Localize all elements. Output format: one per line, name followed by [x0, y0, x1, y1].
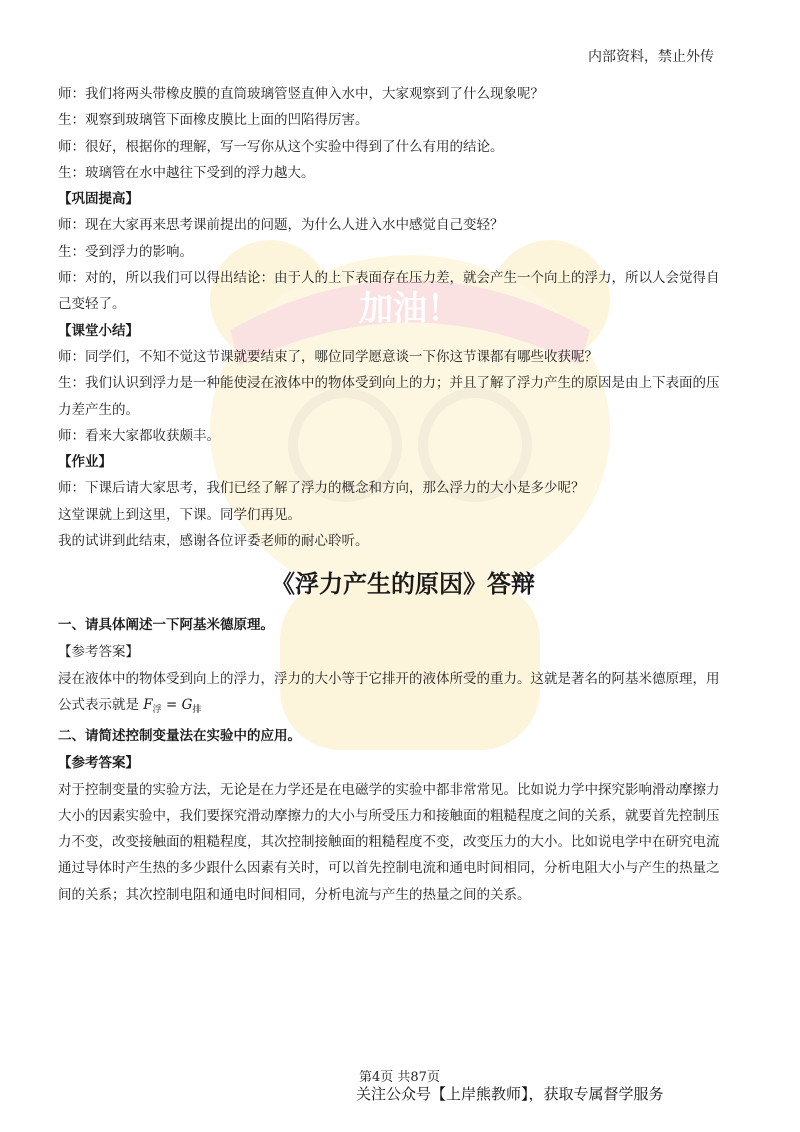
- section-heading-homework: 【作业】: [58, 454, 112, 471]
- dialogue-line: 师：对的，所以我们可以得出结论：由于人的上下表面存在压力差，就会产生一个向上的浮力，所以人会觉得自: [58, 270, 720, 287]
- dialogue-line: 师：我们将两头带橡皮膜的直筒玻璃管竖直伸入水中，大家观察到了什么现象呢？: [58, 86, 544, 102]
- answer-label-2: 【参考答案】: [58, 755, 139, 772]
- dialogue-line: 师：很好，根据你的理解，写一写你从这个实验中得到了什么有用的结论。: [58, 138, 504, 155]
- dialogue-line: 师：下课后请大家思考，我们已经了解了浮力的概念和方向，那么浮力的大小是多少呢？: [58, 480, 585, 497]
- dialogue-line: 师：看来大家都收获颇丰。: [58, 427, 220, 444]
- formula-equals: =: [161, 696, 182, 713]
- page-number: 第4页 共87页: [359, 1070, 440, 1085]
- dialogue-line: 生：我们认识到浮力是一种能使浸在液体中的物体受到向上的力；并且了解了浮力产生的原因是由上下表面的压: [58, 375, 720, 392]
- question-2: 二、请简述控制变量法在实验中的应用。: [58, 728, 301, 745]
- section-heading-consolidate: 【巩固提高】: [58, 191, 139, 208]
- answer-2-line: 对于控制变量的实验方法，无论是在力学还是在电磁学的实验中都非常常见。比如说力学中探究影响滑动摩擦力: [58, 781, 720, 798]
- answer-2-line: 大小的因素实验中，我们要探究滑动摩擦力的大小与所受压力和接触面的粗糙程度之间的关系，就要首先控制压: [58, 807, 720, 824]
- dialogue-line: 师：现在大家再来思考课前提出的问题，为什么人进入水中感觉自己变轻？: [58, 217, 504, 234]
- footer-notice: 关注公众号【上岸熊教师】，获取专属督学服务: [356, 1085, 664, 1103]
- qa-title: 《浮力产生的原因》答辩: [271, 570, 535, 599]
- formula-f: F: [143, 696, 153, 713]
- dialogue-line: 己变轻了。: [58, 296, 126, 313]
- answer-1-formula-line: [58, 692, 748, 723]
- answer-2-line: 间的关系；其次控制电阻和通电时间相同，分析电流与产生的热量之间的关系。: [58, 886, 531, 903]
- answer-1-line: 浸在液体中的物体受到向上的浮力，浮力的大小等于它排开的液体所受的重力。这就是著名的阿基米德原理，用: [58, 670, 720, 687]
- formula-sub-float: 浮: [152, 704, 162, 715]
- question-1: 一、请具体阐述一下阿基米德原理。: [58, 617, 274, 634]
- dialogue-line: 师：同学们，不知不觉这节课就要结束了，哪位同学愿意谈一下你这节课都有哪些收获呢？: [58, 348, 598, 365]
- buoyancy-formula: [143, 697, 201, 713]
- answer-2-line: 通过导体时产生热的多少跟什么因素有关时，可以首先控制电流和通电时间相同，分析电阻大小与产生的热量之: [58, 860, 720, 877]
- dialogue-line: 生：受到浮力的影响。: [58, 243, 193, 260]
- formula-sub-displaced: 排: [192, 704, 202, 715]
- header-notice: 内部资料，禁止外传: [588, 49, 714, 65]
- dialogue-line: 我的试讲到此结束，感谢各位评委老师的耐心聆听。: [58, 533, 369, 550]
- dialogue-line: 力差产生的。: [58, 401, 139, 418]
- formula-g: G: [181, 696, 193, 713]
- answer-label-1: 【参考答案】: [58, 644, 139, 661]
- watermark-badge-text: 加油！: [359, 289, 461, 329]
- dialogue-line: 这堂课就上到这里，下课。同学们再见。: [58, 506, 301, 523]
- dialogue-line: 生：观察到玻璃管下面橡皮膜比上面的凹陷得厉害。: [58, 112, 369, 129]
- formula-prefix: 公式表示就是: [58, 696, 139, 713]
- section-heading-summary: 【课堂小结】: [58, 322, 139, 339]
- dialogue-line: 生：玻璃管在水中越往下受到的浮力越大。: [58, 164, 315, 181]
- document-body: [58, 81, 748, 908]
- answer-2-line: 力不变，改变接触面的粗糙程度，其次控制接触面的粗糙程度不变，改变压力的大小。比如说电学中在研究电流: [58, 834, 720, 851]
